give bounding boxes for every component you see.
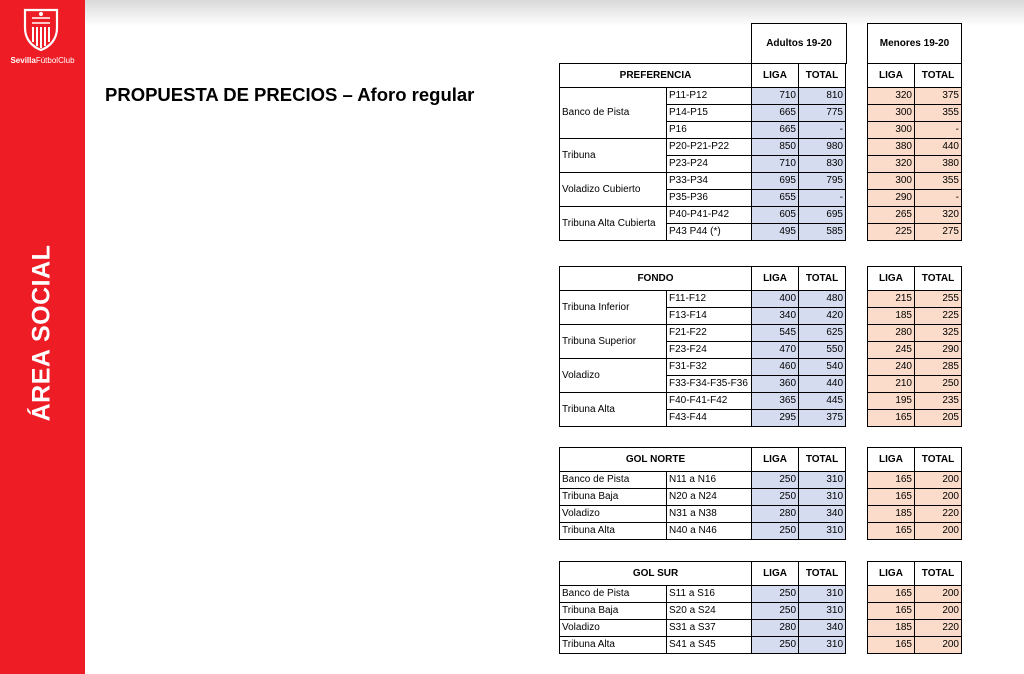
adult-total-price: 625 xyxy=(799,325,846,342)
adult-total-price: 480 xyxy=(799,291,846,308)
minor-total-price: - xyxy=(915,190,962,207)
col-liga-header: LIGA xyxy=(868,448,915,472)
adult-total-price: 540 xyxy=(799,359,846,376)
table-row xyxy=(560,359,846,376)
row-group-label: Banco de Pista xyxy=(560,472,667,489)
adults-header: Adultos 19-20 xyxy=(751,23,847,64)
minor-total-price: 200 xyxy=(915,523,962,540)
price-table-gol-sur xyxy=(559,561,846,654)
price-table-fondo xyxy=(559,266,846,427)
table-row xyxy=(868,359,962,376)
adult-total-price: 810 xyxy=(799,88,846,105)
adult-liga-price: 710 xyxy=(752,156,799,173)
row-group-label: Banco de Pista xyxy=(560,586,667,603)
table-row xyxy=(868,342,962,359)
table-row xyxy=(868,603,962,620)
zone-label: P23-P24 xyxy=(667,156,752,173)
adult-liga-price: 665 xyxy=(752,105,799,122)
row-group-label: Tribuna Alta xyxy=(560,637,667,654)
zone-label: P35-P36 xyxy=(667,190,752,207)
minor-total-price: 220 xyxy=(915,620,962,637)
minor-total-price: 290 xyxy=(915,342,962,359)
zone-label: S20 a S24 xyxy=(667,603,752,620)
minor-liga-price: 165 xyxy=(868,603,915,620)
zone-label: S11 a S16 xyxy=(667,586,752,603)
club-name: SevillaFútbolClub xyxy=(10,56,75,65)
adult-total-price: 550 xyxy=(799,342,846,359)
table-row xyxy=(868,325,962,342)
col-liga-header: LIGA xyxy=(868,562,915,586)
minor-total-price: 205 xyxy=(915,410,962,427)
minor-total-price: 200 xyxy=(915,472,962,489)
col-liga-header: LIGA xyxy=(868,267,915,291)
minor-total-price: 285 xyxy=(915,359,962,376)
zone-label: F13-F14 xyxy=(667,308,752,325)
minor-liga-price: 185 xyxy=(868,506,915,523)
price-table-gol-norte xyxy=(559,447,846,540)
adult-liga-price: 250 xyxy=(752,523,799,540)
table-row xyxy=(868,506,962,523)
col-total-header: TOTAL xyxy=(799,267,846,291)
col-liga-header: LIGA xyxy=(752,267,799,291)
adult-liga-price: 710 xyxy=(752,88,799,105)
adult-liga-price: 250 xyxy=(752,586,799,603)
table-row xyxy=(868,410,962,427)
adult-total-price: 310 xyxy=(799,523,846,540)
zone-label: P43 P44 (*) xyxy=(667,224,752,241)
adult-total-price: 980 xyxy=(799,139,846,156)
minor-liga-price: 280 xyxy=(868,325,915,342)
adult-total-price: - xyxy=(799,122,846,139)
minor-total-price: 255 xyxy=(915,291,962,308)
row-group-label: Banco de Pista xyxy=(560,88,667,139)
minor-liga-price: 245 xyxy=(868,342,915,359)
table-row xyxy=(560,88,846,105)
table-row xyxy=(560,489,846,506)
minor-liga-price: 185 xyxy=(868,620,915,637)
minor-liga-price: 185 xyxy=(868,308,915,325)
minors-table-preferencia xyxy=(867,63,962,241)
table-row xyxy=(868,586,962,603)
minor-total-price: 275 xyxy=(915,224,962,241)
minor-total-price: 200 xyxy=(915,637,962,654)
adult-total-price: 310 xyxy=(799,637,846,654)
adult-liga-price: 495 xyxy=(752,224,799,241)
adult-total-price: 795 xyxy=(799,173,846,190)
row-group-label: Tribuna xyxy=(560,139,667,173)
table-row xyxy=(868,139,962,156)
col-total-header: TOTAL xyxy=(799,448,846,472)
minor-liga-price: 165 xyxy=(868,489,915,506)
row-group-label: Tribuna Alta xyxy=(560,393,667,427)
table-row xyxy=(868,472,962,489)
minor-total-price: 375 xyxy=(915,88,962,105)
minor-total-price: 355 xyxy=(915,173,962,190)
adult-liga-price: 360 xyxy=(752,376,799,393)
minors-table-gol-sur xyxy=(867,561,962,654)
zone-label: P33-P34 xyxy=(667,173,752,190)
club-crest-icon xyxy=(22,6,60,52)
adult-total-price: 340 xyxy=(799,620,846,637)
minor-liga-price: 380 xyxy=(868,139,915,156)
minor-liga-price: 265 xyxy=(868,207,915,224)
adult-total-price: 310 xyxy=(799,603,846,620)
adult-liga-price: 250 xyxy=(752,637,799,654)
minor-total-price: 320 xyxy=(915,207,962,224)
minor-total-price: 200 xyxy=(915,603,962,620)
adult-liga-price: 655 xyxy=(752,190,799,207)
adult-liga-price: 545 xyxy=(752,325,799,342)
col-total-header: TOTAL xyxy=(799,64,846,88)
minor-liga-price: 300 xyxy=(868,122,915,139)
table-row xyxy=(560,139,846,156)
zone-label: F43-F44 xyxy=(667,410,752,427)
row-group-label: Voladizo xyxy=(560,620,667,637)
table-row xyxy=(868,156,962,173)
table-row xyxy=(560,472,846,489)
price-table-preferencia xyxy=(559,63,846,241)
minor-liga-price: 300 xyxy=(868,105,915,122)
minor-total-price: 200 xyxy=(915,489,962,506)
adult-total-price: 375 xyxy=(799,410,846,427)
adult-total-price: 695 xyxy=(799,207,846,224)
minor-liga-price: 165 xyxy=(868,637,915,654)
section-title: PREFERENCIA xyxy=(560,64,752,88)
adult-liga-price: 365 xyxy=(752,393,799,410)
adult-liga-price: 400 xyxy=(752,291,799,308)
table-row xyxy=(868,523,962,540)
adult-total-price: 440 xyxy=(799,376,846,393)
minor-liga-price: 165 xyxy=(868,472,915,489)
adult-total-price: 775 xyxy=(799,105,846,122)
table-row xyxy=(560,291,846,308)
minor-liga-price: 210 xyxy=(868,376,915,393)
table-row xyxy=(560,325,846,342)
table-row xyxy=(868,308,962,325)
table-row xyxy=(868,489,962,506)
minor-liga-price: 320 xyxy=(868,88,915,105)
minor-liga-price: 290 xyxy=(868,190,915,207)
minor-total-price: - xyxy=(915,122,962,139)
table-row xyxy=(560,603,846,620)
col-total-header: TOTAL xyxy=(915,562,962,586)
minors-table-fondo xyxy=(867,266,962,427)
zone-label: P14-P15 xyxy=(667,105,752,122)
zone-label: N20 a N24 xyxy=(667,489,752,506)
zone-label: F33-F34-F35-F36 xyxy=(667,376,752,393)
row-group-label: Tribuna Baja xyxy=(560,489,667,506)
adult-liga-price: 605 xyxy=(752,207,799,224)
row-group-label: Tribuna Superior xyxy=(560,325,667,359)
minor-liga-price: 215 xyxy=(868,291,915,308)
col-liga-header: LIGA xyxy=(752,64,799,88)
minor-total-price: 250 xyxy=(915,376,962,393)
table-row xyxy=(560,393,846,410)
table-row xyxy=(868,637,962,654)
sidebar xyxy=(0,0,85,674)
table-row xyxy=(560,620,846,637)
adult-liga-price: 250 xyxy=(752,472,799,489)
col-liga-header: LIGA xyxy=(752,448,799,472)
table-row xyxy=(560,586,846,603)
minors-table-gol-norte xyxy=(867,447,962,540)
minor-total-price: 225 xyxy=(915,308,962,325)
adult-total-price: 585 xyxy=(799,224,846,241)
adult-liga-price: 340 xyxy=(752,308,799,325)
zone-label: P16 xyxy=(667,122,752,139)
col-total-header: TOTAL xyxy=(799,562,846,586)
table-row xyxy=(868,173,962,190)
row-group-label: Voladizo xyxy=(560,506,667,523)
row-group-label: Tribuna Inferior xyxy=(560,291,667,325)
adult-total-price: 420 xyxy=(799,308,846,325)
zone-label: F23-F24 xyxy=(667,342,752,359)
adult-total-price: - xyxy=(799,190,846,207)
table-row xyxy=(868,88,962,105)
minor-liga-price: 165 xyxy=(868,586,915,603)
table-row xyxy=(868,376,962,393)
minors-header: Menores 19-20 xyxy=(867,23,962,64)
adult-liga-price: 250 xyxy=(752,603,799,620)
adult-total-price: 310 xyxy=(799,489,846,506)
row-group-label: Tribuna Baja xyxy=(560,603,667,620)
section-vertical-title: ÁREA SOCIAL xyxy=(27,244,56,422)
minor-liga-price: 165 xyxy=(868,410,915,427)
row-group-label: Voladizo xyxy=(560,359,667,393)
minor-total-price: 380 xyxy=(915,156,962,173)
table-row xyxy=(868,224,962,241)
col-total-header: TOTAL xyxy=(915,267,962,291)
col-liga-header: LIGA xyxy=(752,562,799,586)
table-row xyxy=(560,173,846,190)
section-title: FONDO xyxy=(560,267,752,291)
minor-total-price: 220 xyxy=(915,506,962,523)
adult-liga-price: 850 xyxy=(752,139,799,156)
zone-label: P11-P12 xyxy=(667,88,752,105)
zone-label: P20-P21-P22 xyxy=(667,139,752,156)
col-total-header: TOTAL xyxy=(915,64,962,88)
col-liga-header: LIGA xyxy=(868,64,915,88)
adult-total-price: 445 xyxy=(799,393,846,410)
minor-liga-price: 195 xyxy=(868,393,915,410)
adult-total-price: 340 xyxy=(799,506,846,523)
adult-total-price: 830 xyxy=(799,156,846,173)
zone-label: N40 a N46 xyxy=(667,523,752,540)
zone-label: N11 a N16 xyxy=(667,472,752,489)
zone-label: N31 a N38 xyxy=(667,506,752,523)
table-row xyxy=(868,207,962,224)
adult-liga-price: 295 xyxy=(752,410,799,427)
minor-total-price: 235 xyxy=(915,393,962,410)
minor-total-price: 325 xyxy=(915,325,962,342)
zone-label: S41 a S45 xyxy=(667,637,752,654)
minor-liga-price: 225 xyxy=(868,224,915,241)
adult-liga-price: 460 xyxy=(752,359,799,376)
zone-label: F40-F41-F42 xyxy=(667,393,752,410)
adult-total-price: 310 xyxy=(799,586,846,603)
col-total-header: TOTAL xyxy=(915,448,962,472)
zone-label: F31-F32 xyxy=(667,359,752,376)
section-title: GOL SUR xyxy=(560,562,752,586)
adult-liga-price: 470 xyxy=(752,342,799,359)
row-group-label: Tribuna Alta xyxy=(560,523,667,540)
minor-liga-price: 320 xyxy=(868,156,915,173)
minor-total-price: 355 xyxy=(915,105,962,122)
section-title: GOL NORTE xyxy=(560,448,752,472)
zone-label: P40-P41-P42 xyxy=(667,207,752,224)
minor-liga-price: 300 xyxy=(868,173,915,190)
table-row xyxy=(868,291,962,308)
adult-liga-price: 695 xyxy=(752,173,799,190)
table-row xyxy=(560,207,846,224)
adult-liga-price: 280 xyxy=(752,620,799,637)
table-row xyxy=(868,620,962,637)
table-row xyxy=(868,105,962,122)
table-row xyxy=(560,637,846,654)
adult-liga-price: 250 xyxy=(752,489,799,506)
table-row xyxy=(868,393,962,410)
adult-liga-price: 665 xyxy=(752,122,799,139)
row-group-label: Tribuna Alta Cubierta xyxy=(560,207,667,241)
minor-total-price: 200 xyxy=(915,586,962,603)
row-group-label: Voladizo Cubierto xyxy=(560,173,667,207)
zone-label: F11-F12 xyxy=(667,291,752,308)
minor-total-price: 440 xyxy=(915,139,962,156)
table-row xyxy=(868,190,962,207)
table-row xyxy=(560,506,846,523)
minor-liga-price: 165 xyxy=(868,523,915,540)
zone-label: F21-F22 xyxy=(667,325,752,342)
adult-liga-price: 280 xyxy=(752,506,799,523)
zone-label: S31 a S37 xyxy=(667,620,752,637)
table-row xyxy=(868,122,962,139)
minor-liga-price: 240 xyxy=(868,359,915,376)
adult-total-price: 310 xyxy=(799,472,846,489)
table-row xyxy=(560,523,846,540)
page-title: PROPUESTA DE PRECIOS – Aforo regular xyxy=(105,84,475,105)
